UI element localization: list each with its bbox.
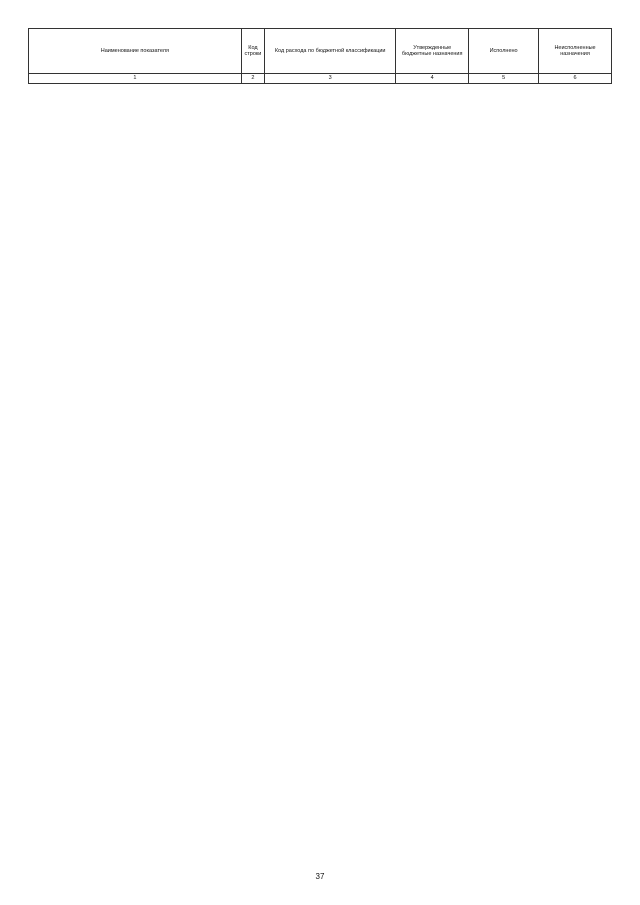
page-number: 37 — [315, 872, 325, 881]
column-number: 4 — [396, 74, 469, 84]
column-number: 1 — [29, 74, 242, 84]
header-line-code: Код строки — [241, 29, 264, 74]
column-number: 6 — [539, 74, 612, 84]
column-number-row — [29, 74, 612, 84]
budget-execution-table — [28, 28, 612, 84]
header-indicator-name: Наименование показателя — [29, 29, 242, 74]
header-expense-code: Код расхода по бюджетной классификации — [265, 29, 396, 74]
column-number: 3 — [265, 74, 396, 84]
report-sheet — [28, 28, 612, 84]
header-executed: Исполнено — [469, 29, 539, 74]
table-header-row — [29, 29, 612, 74]
column-number: 2 — [241, 74, 264, 84]
column-number: 5 — [469, 74, 539, 84]
header-approved: Утвержденные бюджетные назначения — [396, 29, 469, 74]
header-unexecuted: Неисполненные назначения — [539, 29, 612, 74]
